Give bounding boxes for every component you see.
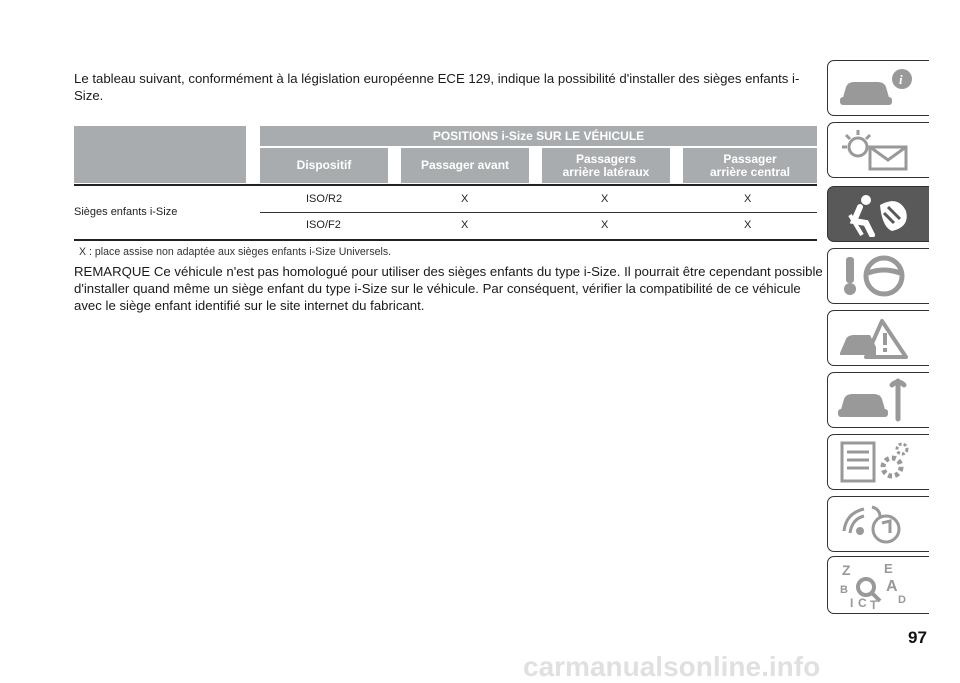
key-steering-wheel-icon bbox=[836, 253, 916, 299]
car-info-icon bbox=[836, 65, 916, 111]
svg-text:Z: Z bbox=[842, 562, 851, 578]
svg-text:D: D bbox=[898, 594, 906, 606]
cell-front: X bbox=[461, 193, 469, 205]
table-row-divider bbox=[260, 212, 817, 213]
svg-text:E: E bbox=[884, 561, 893, 576]
tab-technical-data[interactable] bbox=[827, 434, 929, 490]
airbag-seat-icon bbox=[836, 191, 916, 237]
tab-index[interactable] bbox=[827, 556, 929, 614]
tab-multimedia[interactable] bbox=[827, 496, 929, 552]
remark-paragraph: REMARQUE Ce véhicule n'est pas homologué pour utiliser des sièges enfants du type i-Size. Il pourrait être cependant possible d'installer quand même un siège enfant du type i-Size sur le véhicule. Par conséquent, vérifier la compatibilité de ce véhicule avec le siège enfant identifié sur le site internet du fabricant. bbox=[74, 264, 823, 313]
tab-airbag-seat[interactable] bbox=[827, 186, 929, 242]
page-number: 97 bbox=[908, 628, 927, 647]
cell-device: ISO/R2 bbox=[306, 193, 343, 205]
warning-lights-icon bbox=[836, 127, 916, 173]
cell-device: ISO/F2 bbox=[306, 219, 341, 231]
svg-text:I: I bbox=[850, 596, 854, 610]
svg-text:A: A bbox=[886, 578, 898, 595]
tab-car-maintenance[interactable] bbox=[827, 372, 929, 428]
cell-rear-lateral: X bbox=[601, 219, 609, 231]
svg-text:C: C bbox=[858, 596, 867, 610]
cell-rear-central: X bbox=[744, 193, 752, 205]
tab-car-crash-warning[interactable] bbox=[827, 310, 929, 366]
multimedia-icon bbox=[836, 501, 916, 547]
watermark: carmanualsonline.info bbox=[523, 651, 821, 682]
tab-key-steering[interactable] bbox=[827, 248, 929, 304]
technical-data-icon bbox=[836, 439, 916, 485]
car-maintenance-icon bbox=[836, 377, 916, 423]
table-group-header: POSITIONS i-Size SUR LE VÉHICULE bbox=[260, 126, 817, 146]
cell-front: X bbox=[461, 219, 469, 231]
col-header-passager-avant: Passager avant bbox=[401, 148, 529, 183]
cell-rear-lateral: X bbox=[601, 193, 609, 205]
table-header-empty bbox=[74, 126, 246, 183]
table-footnote: X : place assise non adaptée aux sièges enfants i-Size Universels. bbox=[79, 246, 392, 258]
tab-warning-lights[interactable] bbox=[827, 122, 929, 178]
index-icon bbox=[836, 561, 916, 611]
tab-car-info[interactable] bbox=[827, 60, 929, 116]
car-crash-warning-icon bbox=[836, 315, 916, 361]
row-label: Sièges enfants i-Size bbox=[74, 206, 178, 218]
svg-text:B: B bbox=[840, 584, 848, 596]
col-header-passager-central: Passager arrière central bbox=[683, 148, 817, 183]
col-header-passagers-lateraux: Passagers arrière latéraux bbox=[542, 148, 670, 183]
table-bottom-rule bbox=[74, 239, 817, 241]
col-header-dispositif: Dispositif bbox=[260, 148, 388, 183]
svg-text:T: T bbox=[870, 598, 878, 611]
cell-rear-central: X bbox=[744, 219, 752, 231]
svg-text:i: i bbox=[899, 72, 903, 87]
intro-paragraph: Le tableau suivant, conformément à la législation européenne ECE 129, indique la possibilité d'installer des sièges enfants i-Size. bbox=[74, 71, 800, 103]
table-top-rule bbox=[74, 184, 817, 186]
